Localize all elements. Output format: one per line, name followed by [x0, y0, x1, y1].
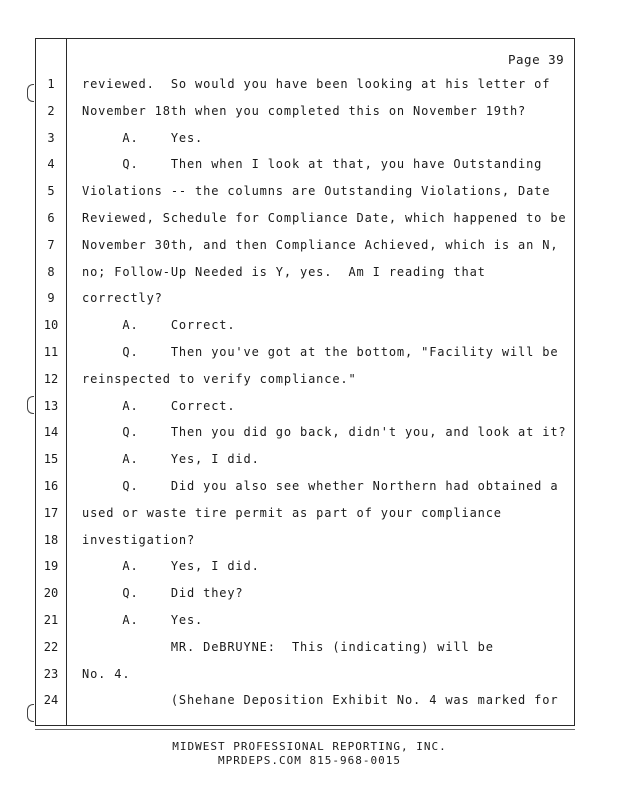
- line-number: 5: [47, 184, 55, 199]
- line-number: 11: [43, 345, 59, 359]
- line-text: reviewed. So would you have been looking at his letter of: [82, 77, 551, 91]
- transcript-line: [0, 693, 600, 713]
- transcript-line: [0, 318, 600, 338]
- transcript-line: [0, 452, 600, 472]
- transcript-line: [0, 184, 600, 204]
- transcript-line: [0, 104, 600, 124]
- line-text: Q. Then you've got at the bottom, "Facility will be: [82, 345, 559, 359]
- line-number: 17: [43, 505, 59, 520]
- transcript-line: [0, 559, 600, 579]
- line-number: 4: [47, 157, 55, 172]
- line-number: 7: [47, 237, 55, 252]
- line-text: Reviewed, Schedule for Compliance Date, which happened to be: [82, 211, 567, 225]
- line-number: 2: [47, 103, 55, 118]
- line-text: used or waste tire permit as part of your compliance: [82, 505, 502, 520]
- line-text: Q. Did you also see whether Northern had obtained a: [82, 479, 559, 493]
- line-text: reinspected to verify compliance.": [82, 371, 357, 386]
- footer-company: MIDWEST PROFESSIONAL REPORTING, INC.: [172, 740, 447, 753]
- line-number: 6: [47, 211, 55, 225]
- transcript-line: [0, 238, 600, 258]
- line-number: 24: [43, 693, 59, 708]
- transcript-line: [0, 640, 600, 660]
- line-number: 9: [47, 291, 55, 306]
- line-text: November 18th when you completed this on November 19th?: [82, 103, 527, 118]
- line-text: A. Correct.: [82, 398, 236, 413]
- line-text: correctly?: [82, 291, 163, 306]
- transcript-line: [0, 533, 600, 553]
- line-text: A. Yes, I did.: [82, 452, 260, 467]
- line-text: (Shehane Deposition Exhibit No. 4 was marked for: [82, 693, 559, 708]
- line-text: Q. Then you did go back, didn't you, and look at it?: [82, 425, 567, 440]
- line-text: Q. Did they?: [82, 586, 244, 601]
- line-text: A. Yes.: [82, 130, 204, 145]
- line-number: 23: [43, 666, 59, 681]
- page-bottom-rule: [35, 729, 575, 730]
- line-text: A. Correct.: [82, 318, 236, 333]
- transcript-line: [0, 345, 600, 365]
- line-text: A. Yes, I did.: [82, 559, 260, 574]
- transcript-line: [0, 667, 600, 687]
- line-number: 15: [43, 452, 59, 467]
- transcript-line: [0, 372, 600, 392]
- transcript-line: [0, 77, 600, 97]
- transcript-line: [0, 586, 600, 606]
- line-number: 21: [43, 613, 59, 627]
- line-number: 14: [43, 425, 59, 440]
- transcript-line: [0, 265, 600, 285]
- line-number: 1: [47, 77, 55, 91]
- line-text: Q. Then when I look at that, you have Outstanding: [82, 157, 543, 172]
- transcript-line: [0, 479, 600, 499]
- transcript-line: [0, 291, 600, 311]
- line-text: Violations -- the columns are Outstanding Violations, Date: [82, 184, 551, 199]
- line-text: A. Yes.: [82, 613, 204, 627]
- line-number: 3: [47, 130, 55, 145]
- line-text: investigation?: [82, 532, 196, 547]
- line-number: 10: [43, 318, 59, 333]
- line-number: 8: [47, 264, 55, 279]
- line-text: November 30th, and then Compliance Achieved, which is an N,: [82, 237, 559, 252]
- transcript-line: [0, 399, 600, 419]
- line-number: 16: [43, 479, 59, 493]
- transcript-line: [0, 425, 600, 445]
- line-number: 20: [43, 586, 59, 601]
- line-text: no; Follow-Up Needed is Y, yes. Am I reading that: [82, 264, 486, 279]
- transcript-line: [0, 131, 600, 151]
- line-number: 13: [43, 398, 59, 413]
- line-number: 22: [43, 639, 59, 654]
- footer-contact: MPRDEPS.COM 815-968-0015: [218, 754, 401, 767]
- transcript-line: [0, 211, 600, 231]
- line-number: 18: [43, 532, 59, 547]
- line-text: No. 4.: [82, 666, 131, 681]
- page-number: Page 39: [508, 52, 565, 67]
- transcript-line: [0, 613, 600, 633]
- line-number: 19: [43, 559, 59, 574]
- line-number: 12: [43, 371, 59, 386]
- transcript-line: [0, 506, 600, 526]
- line-text: MR. DeBRUYNE: This (indicating) will be: [82, 639, 494, 654]
- transcript-line: [0, 157, 600, 177]
